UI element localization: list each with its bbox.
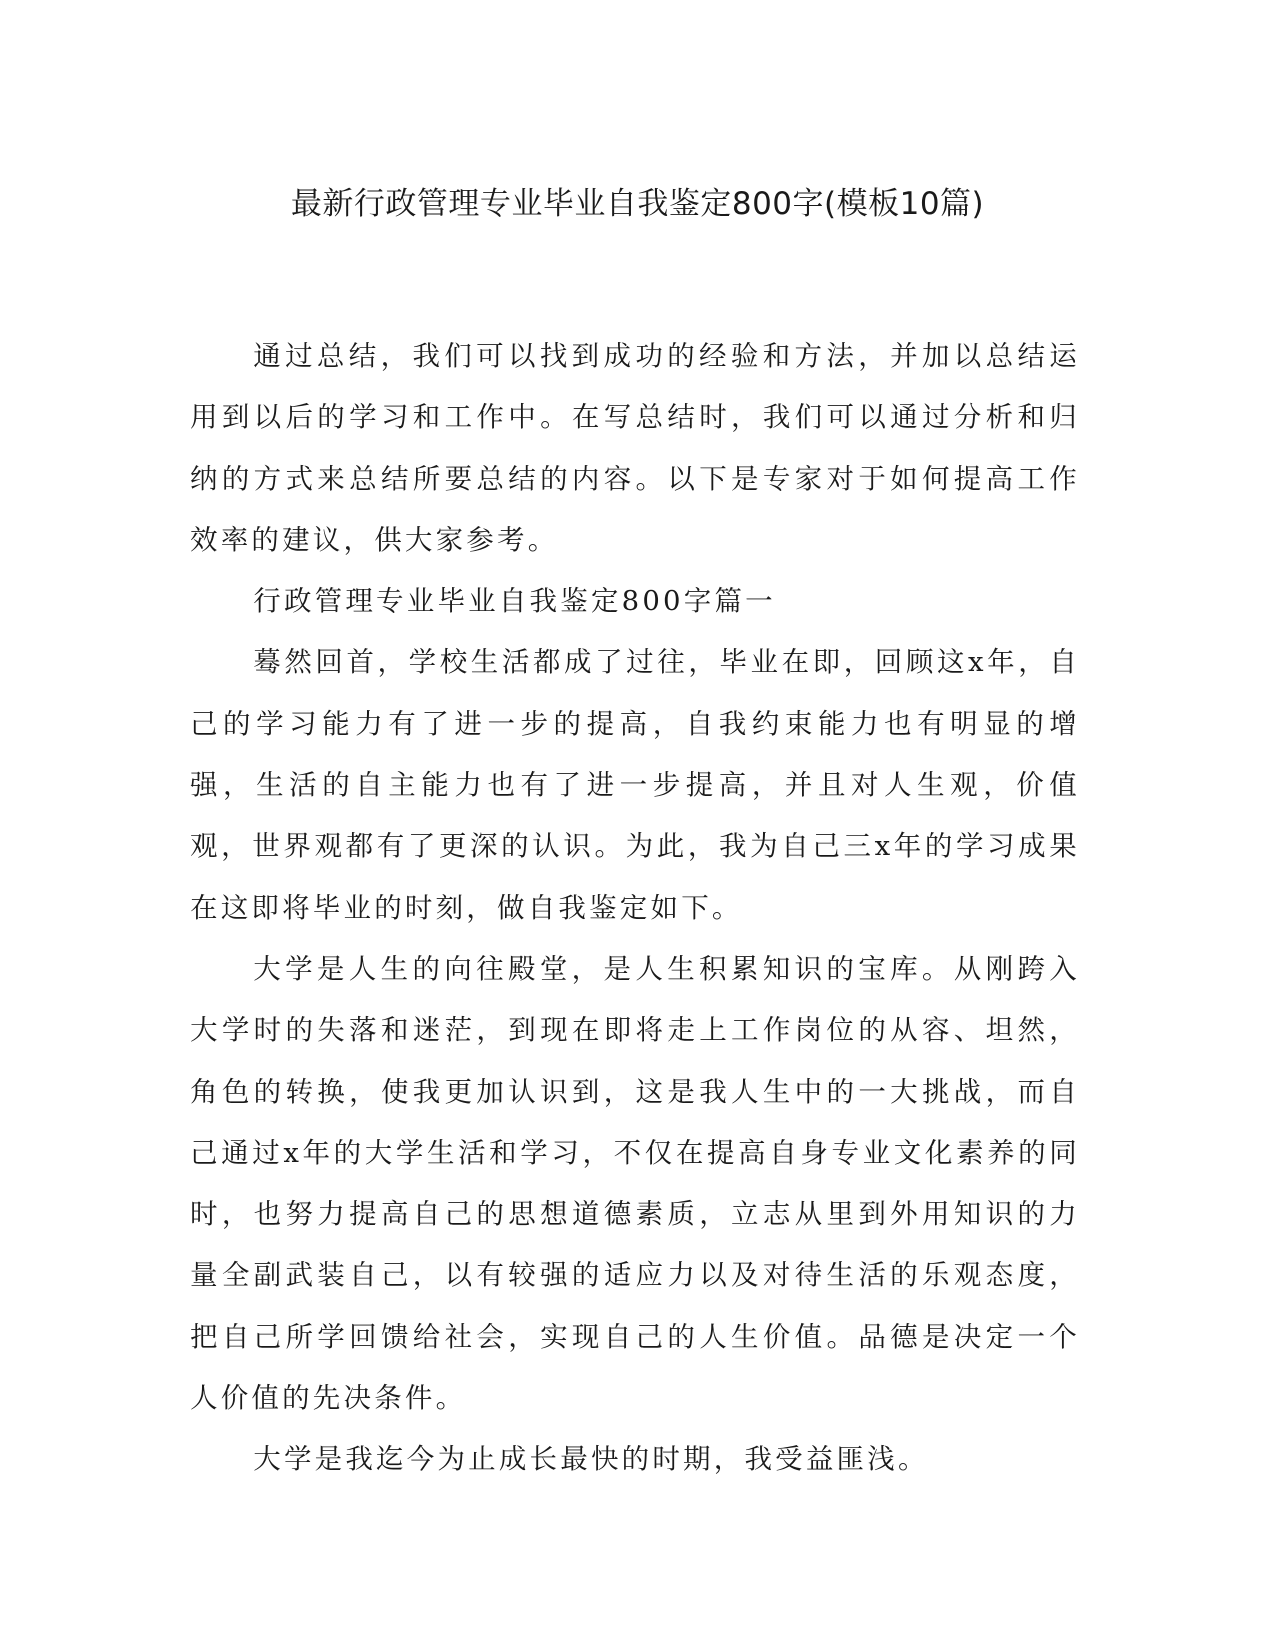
- body-paragraph: 大学是我迄今为止成长最快的时期，我受益匪浅。: [253, 1443, 929, 1476]
- section-heading: 行政管理专业毕业自我鉴定800字篇一: [253, 585, 776, 618]
- body-paragraph: 蓦然回首，学校生活都成了过往，毕业在即，回顾这x年，自己的学习能力有了进一步的提高，自我约束能力也有明显的增强，生活的自主能力也有了进一步提高，并且对人生观，价值观，世界观都有了更深的认识。为此，我为自己三x年的学习成果在这即将毕业的时刻，做自我鉴定如下。: [190, 646, 1080, 924]
- document-body: [190, 326, 1080, 1491]
- body-paragraph: 大学是人生的向往殿堂，是人生积累知识的宝库。从刚跨入大学时的失落和迷茫，到现在即将走上工作岗位的从容、坦然，角色的转换，使我更加认识到，这是我人生中的一大挑战，而自己通过x年的大学生活和学习，不仅在提高自身专业文化素养的同时，也努力提高自己的思想道德素质，立志从里到外用知识的力量全副武装自己，以有较强的适应力以及对待生活的乐观态度，把自己所学回馈给社会，实现自己的人生价值。品德是决定一个人价值的先决条件。: [190, 952, 1080, 1415]
- intro-paragraph: 通过总结，我们可以找到成功的经验和方法，并加以总结运用到以后的学习和工作中。在写总结时，我们可以通过分析和归纳的方式来总结所要总结的内容。以下是专家对于如何提高工作效率的建议，供大家参考。: [190, 340, 1080, 556]
- document-title: 最新行政管理专业毕业自我鉴定800字(模板10篇): [290, 186, 985, 222]
